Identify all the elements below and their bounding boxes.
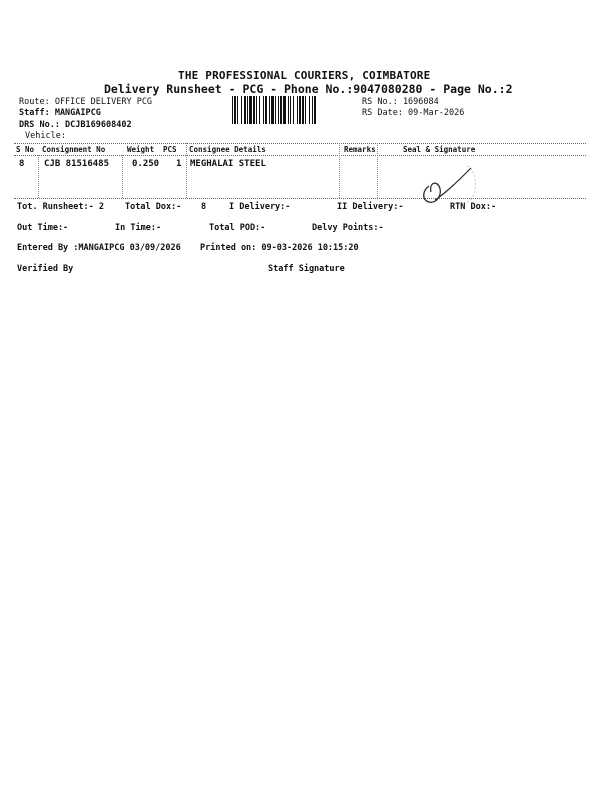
rtn-dox: RTN Dox:- bbox=[450, 202, 497, 212]
row-consignee: MEGHALAI STEEL bbox=[190, 159, 266, 169]
col-header-weight: Weight bbox=[127, 145, 155, 154]
col-sep bbox=[122, 155, 123, 198]
row-consignment: CJB 81516485 bbox=[44, 159, 110, 169]
row-sno: 8 bbox=[19, 159, 25, 169]
runsheet-subtitle: Delivery Runsheet - PCG - Phone No.:9047080280 - Page No.:2 bbox=[104, 82, 513, 96]
col-header-consignee: Consignee Details bbox=[189, 145, 266, 154]
col-sep bbox=[377, 143, 378, 198]
row-weight: 0.250 bbox=[132, 159, 160, 169]
staff-signature: Staff Signature bbox=[268, 264, 345, 274]
company-title: THE PROFESSIONAL COURIERS, COIMBATORE bbox=[178, 69, 431, 82]
verified-by: Verified By bbox=[17, 264, 74, 274]
table-header-rule bbox=[14, 155, 586, 156]
col-sep bbox=[339, 143, 340, 198]
col-header-consignment: Consignment No bbox=[42, 145, 106, 154]
staff-label: Staff: MANGAIPCG bbox=[19, 108, 101, 118]
table-top-rule bbox=[14, 143, 586, 144]
ii-delivery: II Delivery:- bbox=[337, 202, 404, 212]
col-sep bbox=[38, 155, 39, 198]
col-header-seal: Seal & Signature bbox=[403, 145, 476, 154]
total-pod: Total POD:- bbox=[209, 223, 266, 233]
rs-number: RS No.: 1696084 bbox=[362, 97, 439, 107]
barcode-image bbox=[232, 96, 358, 124]
total-dox-value: 8 bbox=[201, 202, 207, 212]
col-header-sno: S No bbox=[16, 145, 35, 154]
total-dox-label: Total Dox:- bbox=[125, 202, 182, 212]
in-time: In Time:- bbox=[115, 223, 162, 233]
delvy-points: Delvy Points:- bbox=[312, 223, 384, 233]
drs-number: DRS No.: DCJB169608402 bbox=[19, 120, 132, 130]
table-bottom-rule bbox=[14, 198, 586, 199]
out-time: Out Time:- bbox=[17, 223, 69, 233]
route-label: Route: OFFICE DELIVERY PCG bbox=[19, 97, 153, 107]
rs-date: RS Date: 09-Mar-2026 bbox=[362, 108, 465, 118]
col-sep bbox=[186, 143, 187, 198]
vehicle-label: Vehicle: bbox=[25, 131, 66, 141]
col-header-pcs: PCS bbox=[163, 145, 177, 154]
col-header-remarks: Remarks bbox=[344, 145, 376, 154]
entered-by: Entered By :MANGAIPCG 03/09/2026 bbox=[17, 243, 181, 253]
row-pcs: 1 bbox=[176, 159, 182, 169]
tot-runsheet: Tot. Runsheet:- 2 bbox=[17, 202, 104, 212]
printed-on: Printed on: 09-03-2026 10:15:20 bbox=[200, 243, 359, 253]
i-delivery: I Delivery:- bbox=[229, 202, 291, 212]
